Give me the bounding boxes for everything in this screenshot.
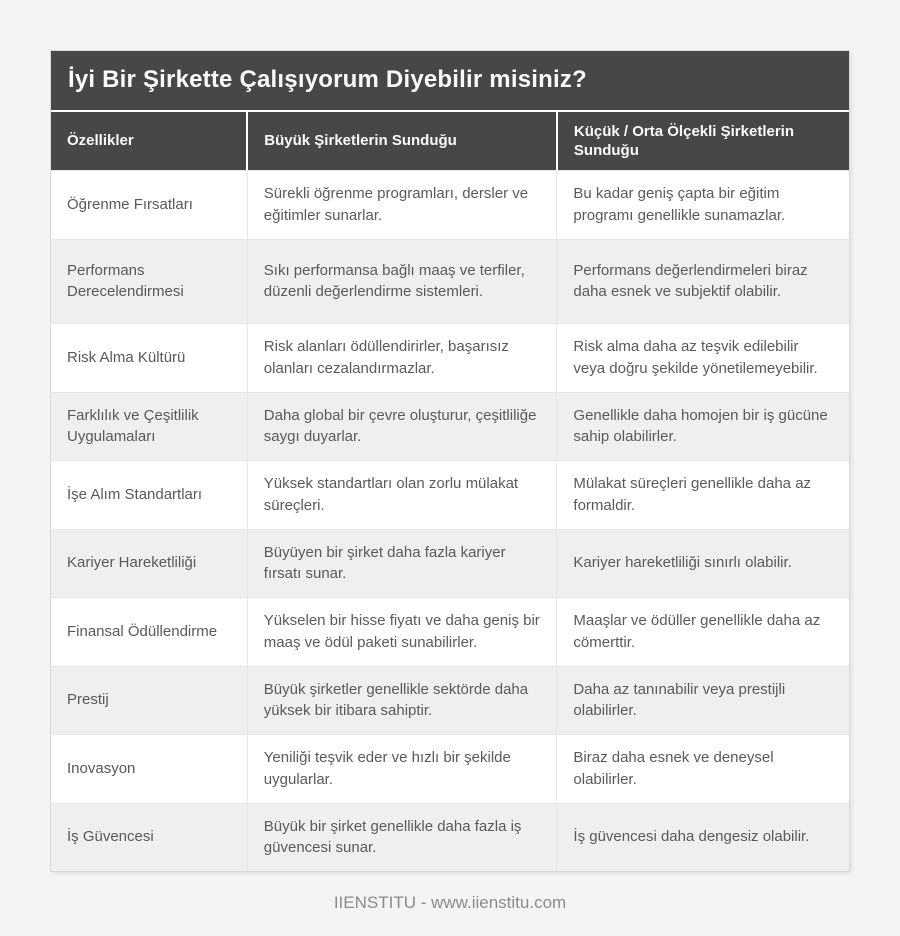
feature-label: Finansal Ödüllendirme [51,598,247,667]
feature-label: Farklılık ve Çeşitlilik Uygulamaları [51,392,247,461]
comparison-card [50,50,850,872]
feature-label: Risk Alma Kültürü [51,324,247,393]
small-company-cell: Maaşlar ve ödüller genellikle daha az cömerttir. [557,598,849,667]
big-company-cell: Risk alanları ödüllendirirler, başarısız olanları cezalandırmazlar. [247,324,557,393]
col-header-features: Özellikler [51,111,247,171]
table-row [51,735,849,804]
footer-credit: IIENSTITU - www.iienstitu.com [333,893,567,912]
feature-label: İş Güvencesi [51,803,247,871]
feature-label: Öğrenme Fırsatları [51,171,247,240]
page-title: İyi Bir Şirkette Çalışıyorum Diyebilir misiniz? [51,51,849,110]
small-company-cell: Bu kadar geniş çapta bir eğitim programı genellikle sunamazlar. [557,171,849,240]
small-company-cell: Mülakat süreçleri genellikle daha az formaldir. [557,461,849,530]
table-row [51,598,849,667]
table-row [51,803,849,871]
big-company-cell: Büyüyen bir şirket daha fazla kariyer fırsatı sunar. [247,529,557,598]
feature-label: İşe Alım Standartları [51,461,247,530]
big-company-cell: Yüksek standartları olan zorlu mülakat süreçleri. [247,461,557,530]
table-row [51,392,849,461]
table-row [51,239,849,324]
big-company-cell: Sıkı performansa bağlı maaş ve terfiler, düzenli değerlendirme sistemleri. [247,239,557,324]
big-company-cell: Büyük şirketler genellikle sektörde daha yüksek bir itibara sahiptir. [247,666,557,735]
col-header-small-medium-companies: Küçük / Orta Ölçekli Şirketlerin Sunduğu [557,111,849,171]
big-company-cell: Sürekli öğrenme programları, dersler ve eğitimler sunarlar. [247,171,557,240]
big-company-cell: Yeniliği teşvik eder ve hızlı bir şekilde uygularlar. [247,735,557,804]
table-header [51,111,849,171]
table-row [51,171,849,240]
feature-label: Prestij [51,666,247,735]
small-company-cell: Biraz daha esnek ve deneysel olabilirler. [557,735,849,804]
small-company-cell: Kariyer hareketliliği sınırlı olabilir. [557,529,849,598]
small-company-cell: İş güvencesi daha dengesiz olabilir. [557,803,849,871]
table-body [51,171,849,872]
small-company-cell: Daha az tanınabilir veya prestijli olabilirler. [557,666,849,735]
table-row [51,461,849,530]
small-company-cell: Risk alma daha az teşvik edilebilir veya doğru şekilde yönetilemeyebilir. [557,324,849,393]
big-company-cell: Daha global bir çevre oluşturur, çeşitliliğe saygı duyarlar. [247,392,557,461]
col-header-big-companies: Büyük Şirketlerin Sunduğu [247,111,557,171]
feature-label: Kariyer Hareketliliği [51,529,247,598]
header-row [51,111,849,171]
feature-label: Performans Derecelendirmesi [51,239,247,324]
table-row [51,666,849,735]
comparison-table [51,110,849,871]
big-company-cell: Büyük bir şirket genellikle daha fazla iş güvencesi sunar. [247,803,557,871]
table-row [51,529,849,598]
small-company-cell: Performans değerlendirmeleri biraz daha esnek ve subjektif olabilir. [557,239,849,324]
feature-label: Inovasyon [51,735,247,804]
small-company-cell: Genellikle daha homojen bir iş gücüne sahip olabilirler. [557,392,849,461]
big-company-cell: Yükselen bir hisse fiyatı ve daha geniş bir maaş ve ödül paketi sunabilirler. [247,598,557,667]
table-row [51,324,849,393]
